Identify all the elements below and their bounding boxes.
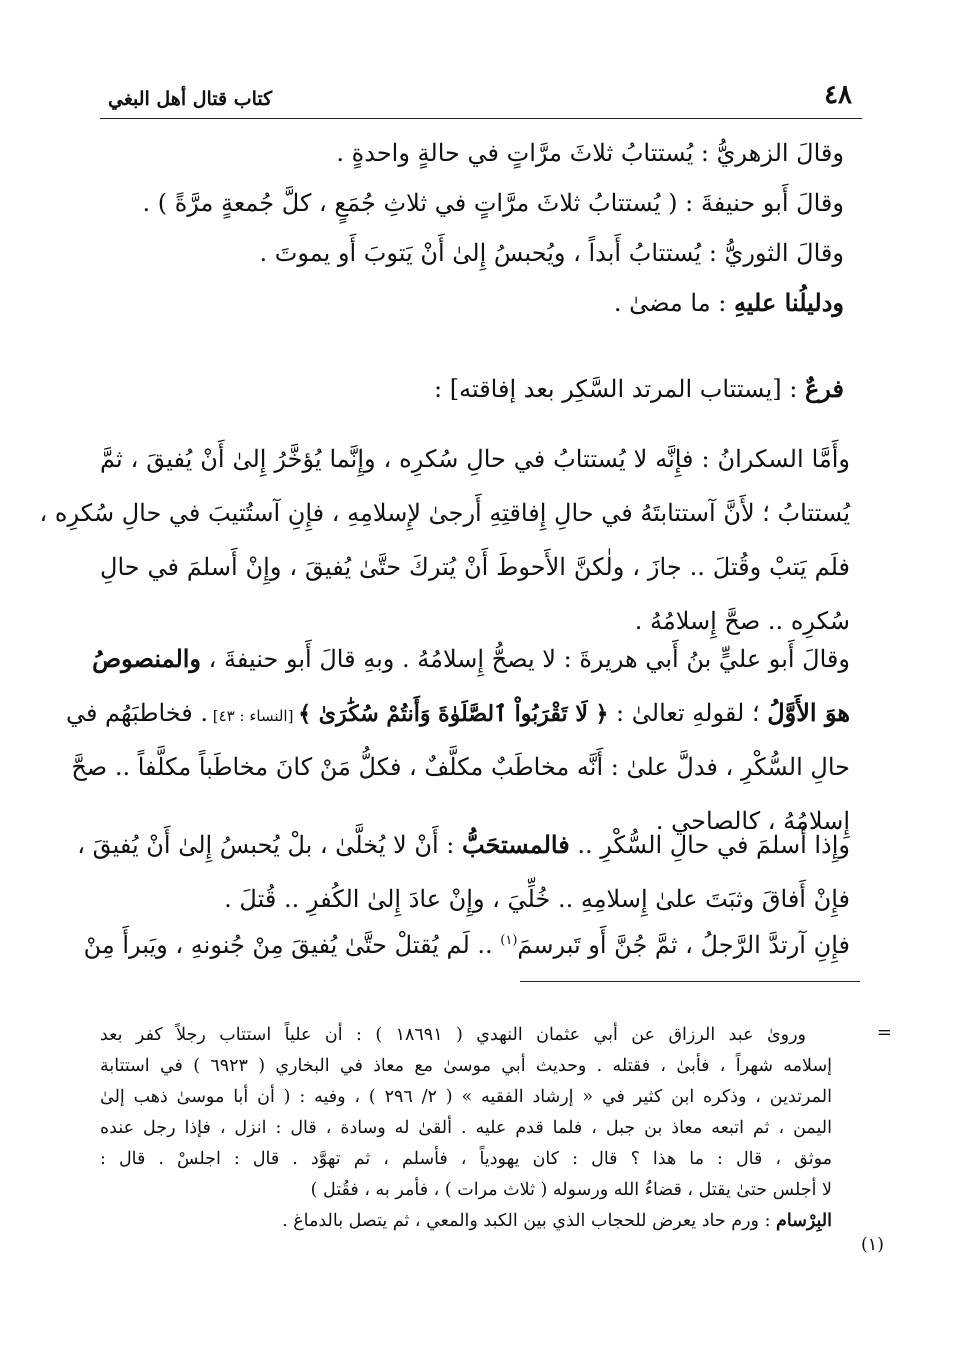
text-line: وأَمَّا السكرانُ : فإِنَّه لا يُستتابُ في حالِ سُكرِه ، وإِنَّما يُؤخَّرُ إِلىٰ أَنْ يُفيقَ ، ثمَّ <box>100 445 850 473</box>
text-line <box>77 818 850 872</box>
page-number: ٤٨ <box>824 80 852 110</box>
footnote-ref: (١) <box>500 933 518 948</box>
footnote-line: المرتدين ، وذكره ابن كثير في « إرشاد الفقيه » ( ٢/ ٢٩٦ ) ، وفيه : ( أن أبا موسىٰ ذهب إلىٰ <box>100 1087 832 1107</box>
paragraph-2 <box>65 632 850 848</box>
footnote-line: اليمن ، ثم اتبعه معاذ بن جبل ، فلما قدم عليه . ألقىٰ له وسادة ، قال : انزل ، فإذا رجل عنده <box>100 1118 832 1138</box>
text-line: إِسلامُهُ ، كالصاحي . <box>655 807 850 835</box>
text-span: وقالَ أَبو عليٍّ بنُ أَبي هريرةَ : لا يصحُّ إِسلامُهُ . وبهِ قالَ أَبو حنيفةَ ، <box>201 645 850 673</box>
bold-phrase: فالمستحَبُّ <box>462 830 570 859</box>
footnote-text: : ورم حاد يعرض للحجاب الذي بين الكبد والمعي ، ثم يتصل بالدماغ . <box>282 1211 777 1231</box>
footnote-continuation-mark: = <box>876 1022 892 1043</box>
text-line: فلَم يَتبْ وقُتلَ .. جازَ ، ولٰكنَّ الأَحوطَ أَنْ يُتركَ حتَّىٰ يُفيقَ ، وإِنْ أَسلمَ في حالِ <box>100 553 850 581</box>
footnote-term: البِرْسام <box>776 1211 832 1231</box>
page-header <box>100 78 862 119</box>
quran-verse: ﴿ لَا تَقْرَبُواْ ٱلصَّلَوٰةَ وَأَنتُمْ سُكَٰرَىٰ ﴾ <box>298 701 609 727</box>
text-span: وإِذا أَسلمَ في حالِ السُّكْرِ .. <box>569 831 850 859</box>
verse-citation: [النساء : ٤٣] <box>207 707 299 725</box>
text-line <box>100 278 844 328</box>
paragraph-1 <box>39 432 850 648</box>
branch-heading <box>100 364 844 414</box>
running-title: كتاب قتال أهل البغي <box>108 88 273 110</box>
footnote-line: وروىٰ عبد الرزاق عن أبي عثمان النهدي ( ١٨٦٩١ ) : أن علياً استتاب رجلاً كفر بعد <box>100 1025 807 1045</box>
footnote-separator <box>520 981 860 982</box>
paragraph-4 <box>83 914 850 968</box>
footnote-line: موثق ، قال : ما هذا ؟ قال : كان يهودياً ، فأسلم ، ثم تهوَّد . قال : اجلسْ . قال : <box>100 1149 832 1169</box>
footnotes <box>100 1020 832 1237</box>
footnote-number: (١) <box>860 1235 884 1255</box>
branch-label: فرعٌ <box>804 374 844 403</box>
footnote-line: لا أجلس حتىٰ يقتل ، قضاءُ الله ورسوله ( ثلاث مرات ) ، فأمر به ، فقُتل ) <box>310 1180 832 1200</box>
text-span: : أَنْ لا يُخلَّىٰ ، بلْ يُحبسُ إِلىٰ أَنْ يُفيقَ ، <box>77 831 463 859</box>
text-line: يُستتابُ ؛ لأَنَّ آستتابتَهُ في حالِ إِفاقتِهِ أَرجىٰ لإِسلامِهِ ، فإِنِ آستُتيبَ في حالِ سُكرِه ، <box>39 499 850 527</box>
text-line <box>92 632 850 686</box>
footnote-1 <box>100 1206 832 1237</box>
text-line: سُكرِه .. صحَّ إِسلامُهُ . <box>634 607 850 635</box>
text-line: وقالَ أَبو حنيفةَ : ( يُستتابُ ثلاثَ مرَّاتٍ في ثلاثِ جُمَعٍ ، كلَّ جُمعةٍ مرَّةً ) . <box>142 189 844 217</box>
top-section <box>100 128 844 414</box>
text-span: .. لَم يُقتلْ حتَّىٰ يُفيقَ مِنْ جُنونهِ ، ويَبرأَ مِنْ <box>83 931 501 959</box>
text-line: وقالَ الثوريُّ : يُستتابُ أَبداً ، ويُحبسُ إِلىٰ أَنْ يَتوبَ أَو يموتَ . <box>259 239 844 267</box>
bold-phrase: والمنصوصُ <box>92 644 202 673</box>
text-span: . فخاطبَهُم في <box>65 699 208 727</box>
text-line <box>83 914 850 968</box>
footnote-line: إسلامه شهراً ، فأبىٰ ، فقتله . وحديث أبي موسىٰ مع معاذ في البخاري ( ٦٩٢٣ ) في استتابة <box>100 1056 832 1076</box>
bold-phrase: هوَ الأَوَّلُ <box>767 698 850 727</box>
paragraph-3 <box>77 818 850 926</box>
text-span: فإِنِ آرتدَّ الرَّجلُ ، ثمَّ جُنَّ أَو تَبرسمَ <box>517 931 850 959</box>
text-span: : ما مضىٰ . <box>613 289 734 317</box>
text-span: ؛ لقولهِ تعالىٰ : <box>608 699 768 727</box>
text-line: حالِ السُّكْرِ ، فدلَّ علىٰ : أَنَّه مخاطَبٌ مكلَّفٌ ، فكلُّ مَنْ كانَ مخاطَباً مكلَّفاً .. صحَّ <box>71 753 850 781</box>
text-line: وقالَ الزهريُّ : يُستتابُ ثلاثَ مرَّاتٍ في حالةٍ واحدةٍ . <box>336 139 844 167</box>
text-line: فإِنْ أَفاقَ وثبَتَ علىٰ إِسلامِهِ .. خُلِّيَ ، وإِنْ عادَ إِلىٰ الكُفرِ .. قُتلَ . <box>224 885 850 913</box>
text-line <box>65 686 850 740</box>
branch-title: : [يستتاب المرتد السَّكِر بعد إفاقته] : <box>434 375 805 403</box>
bold-phrase: ودليلُنا عليهِ <box>733 288 844 317</box>
